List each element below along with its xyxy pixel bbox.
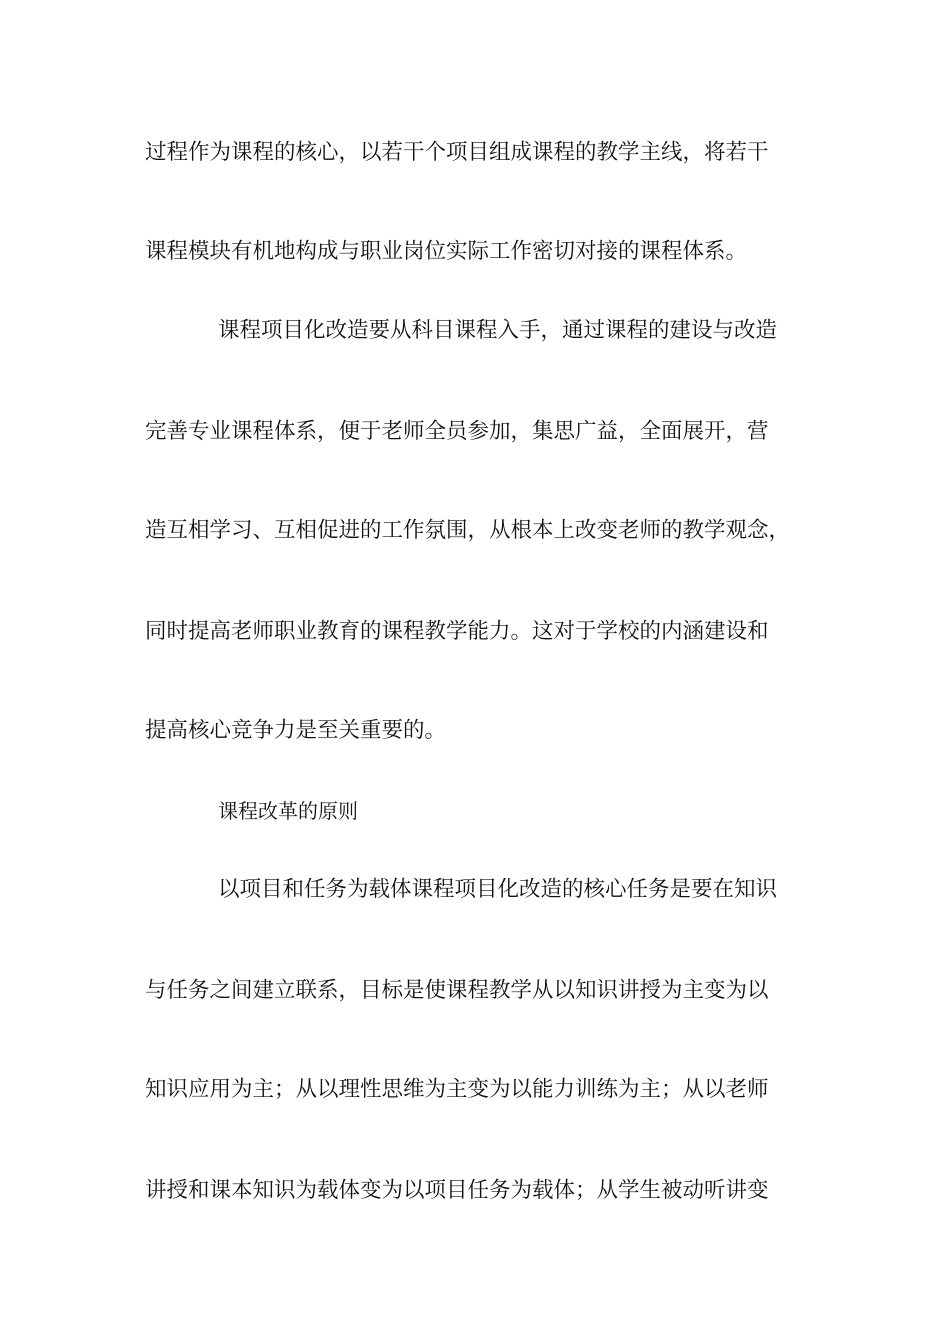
paragraph-line-10: 知识应用为主；从以理性思维为主变为以能力训练为主；从以老师 [145,1077,769,1102]
paragraph-line-6: 同时提高老师职业教育的课程教学能力。这对于学校的内涵建设和 [145,619,769,644]
paragraph-line-1: 过程作为课程的核心，以若干个项目组成课程的教学主线，将若干 [145,140,769,165]
paragraph-line-11: 讲授和课本知识为载体变为以项目任务为载体；从学生被动听讲变 [145,1178,769,1203]
section-heading: 课程改革的原则 [218,799,358,823]
paragraph-line-9: 与任务之间建立联系，目标是使课程教学从以知识讲授为主变为以 [145,978,769,1003]
paragraph-line-2: 课程模块有机地构成与职业岗位实际工作密切对接的课程体系。 [145,239,748,264]
paragraph-line-7: 提高核心竞争力是至关重要的。 [145,718,447,743]
paragraph-line-8: 以项目和任务为载体课程项目化改造的核心任务是要在知识 [218,877,778,902]
paragraph-line-3: 课程项目化改造要从科目课程入手，通过课程的建设与改造 [218,318,778,343]
paragraph-line-5: 造互相学习、互相促进的工作氛围，从根本上改变老师的教学观念， [145,518,791,543]
paragraph-line-4: 完善专业课程体系，便于老师全员参加，集思广益，全面展开，营 [145,419,769,444]
